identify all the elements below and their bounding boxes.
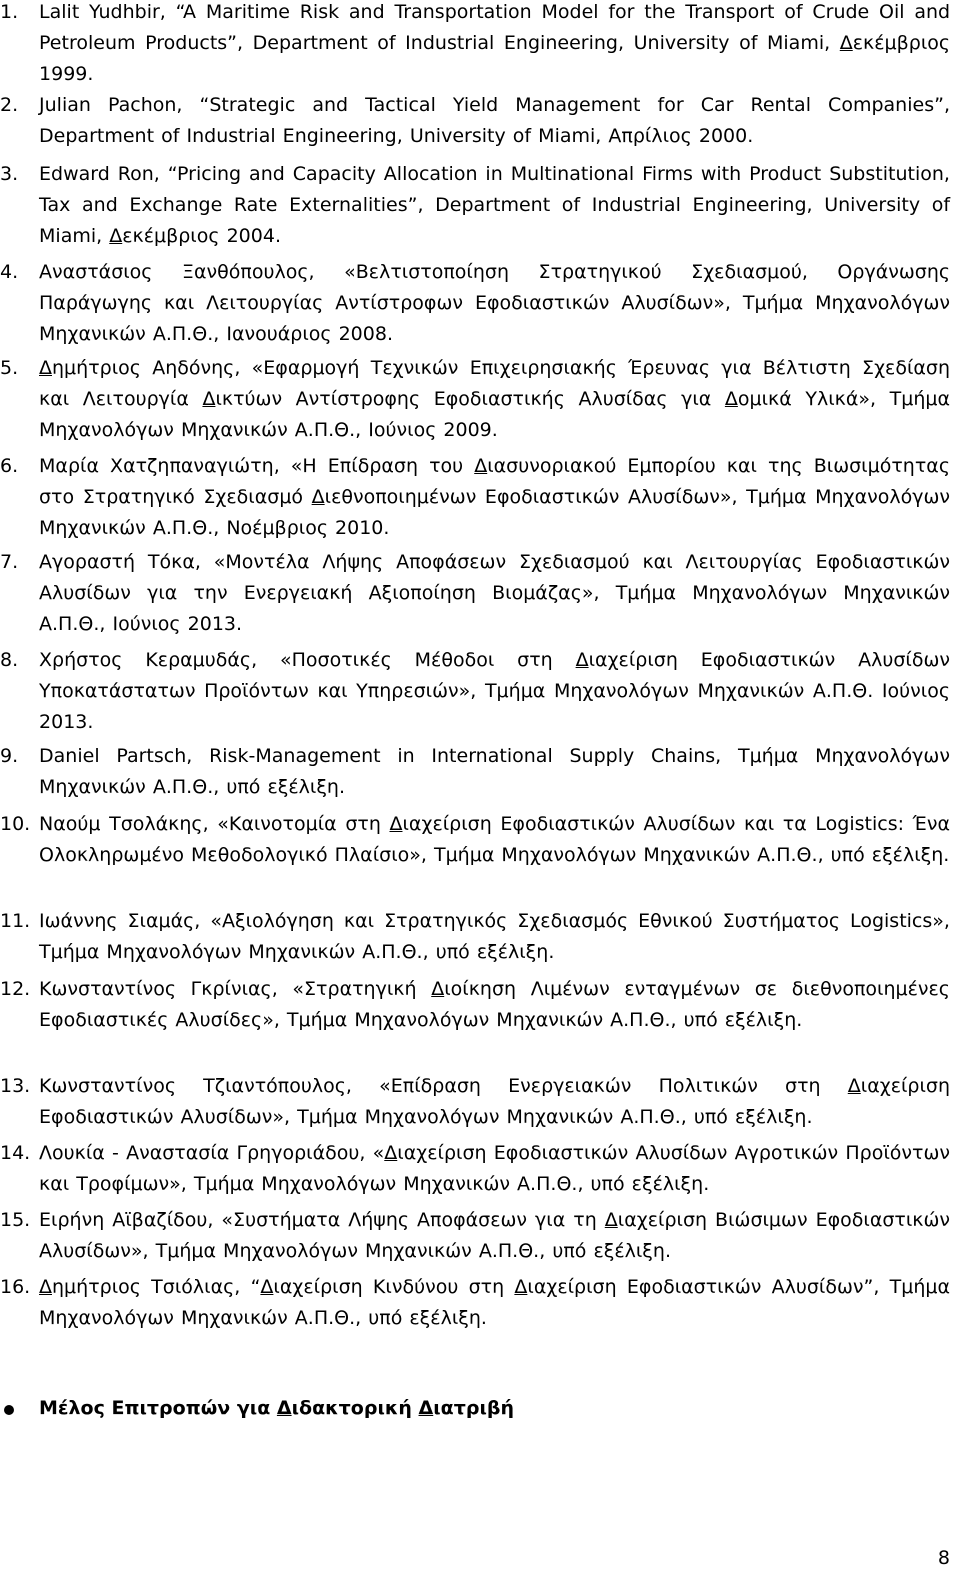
- item-text: Χρήστος Κεραμυδάς, «Ποσοτικές Μέθοδοι στη Διαχείριση Εφοδιαστικών Αλυσίδων Υποκατάστατων Προϊόντων και Υπηρεσιών», Τμήμα Μηχανολόγων Μηχανικών Α.Π.Θ. Ιούνιος 2013.: [39, 649, 951, 734]
- item-text: Δημήτριος Αηδόνης, «Εφαρμογή Τεχνικών Επιχειρησιακής Έρευνας για Βέλτιστη Σχεδίαση και Λειτουργία Δικτύων Αντίστροφης Εφοδιαστικής Αλυσίδας για Δομικά Υλικά», Τμήμα Μηχανολόγων Μηχανικών Α.Π.Θ., Ιούνιος 2009.: [39, 357, 951, 442]
- item-number: 9.: [0, 745, 19, 767]
- item-text: Julian Pachon, “Strategic and Tactical Yield Management for Car Rental Companies”, Department of Industrial Engineering, University of Miami, Απρίλιος 2000.: [39, 94, 950, 148]
- item-number: 13.: [0, 1075, 31, 1097]
- item-text: Κωνσταντίνος Τζιαντόπουλος, «Επίδραση Ενεργειακών Πολιτικών στη Διαχείριση Εφοδιαστικών Αλυσίδων», Τμήμα Μηχανολόγων Μηχανικών Α.Π.Θ., υπό εξέλιξη.: [39, 1075, 951, 1129]
- item-number: 15.: [0, 1209, 31, 1231]
- item-text: Ναούμ Τσολάκης, «Καινοτομία στη Διαχείριση Εφοδιαστικών Αλυσίδων και τα Logistics: Ένα Ολοκληρωμένο Μεθοδολογικό Πλαίσιο», Τμήμα Μηχανολόγων Μηχανικών Α.Π.Θ., υπό εξέλιξη.: [39, 813, 951, 867]
- item-number: 14.: [0, 1142, 31, 1164]
- item-text: Μαρία Χατζηπαναγιώτη, «Η Επίδραση του Διασυνοριακού Εμπορίου και της Βιωσιμότητας στο Στρατηγικό Σχεδιασμό Διεθνοποιημένων Εφοδιαστικών Αλυσίδων», Τμήμα Μηχανολόγων Μηχανικών Α.Π.Θ., Νοέμβριος 2010.: [39, 455, 951, 540]
- section-heading-row: [0, 1393, 960, 1427]
- item-text: Edward Ron, “Pricing and Capacity Allocation in Multinational Firms with Product Substitution, Tax and Exchange Rate Externalities”, Department of Industrial Engineering, University of Miami, Δεκέμβριος 2004.: [39, 163, 951, 248]
- item-text: Δημήτριος Τσιόλιας, “Διαχείριση Κινδύνου στη Διαχείριση Εφοδιαστικών Αλυσίδων”, Τμήμα Μηχανολόγων Μηχανικών Α.Π.Θ., υπό εξέλιξη.: [39, 1276, 951, 1330]
- item-number: 4.: [0, 261, 19, 283]
- item-text: Αγοραστή Τόκα, «Μοντέλα Λήψης Αποφάσεων Σχεδιασμού και Λειτουργίας Εφοδιαστικών Αλυσίδων για την Ενεργειακή Αξιοποίηση Βιομάζας», Τμήμα Μηχανολόγων Μηχανικών Α.Π.Θ., Ιούνιος 2013.: [39, 551, 951, 636]
- item-number: 16.: [0, 1276, 31, 1298]
- section-heading: Μέλος Επιτροπών για Διδακτορική Διατριβή: [39, 1397, 514, 1419]
- item-number: 1.: [0, 1, 19, 23]
- item-number: 3.: [0, 163, 19, 185]
- item-text: Ιωάννης Σιαμάς, «Αξιολόγηση και Στρατηγικός Σχεδιασμός Εθνικού Συστήματος Logistics», Τμήμα Μηχανολόγων Μηχανικών Α.Π.Θ., υπό εξέλιξη.: [39, 910, 950, 964]
- item-number: 5.: [0, 357, 19, 379]
- item-number: 8.: [0, 649, 19, 671]
- item-text: Αναστάσιος Ξανθόπουλος, «Βελτιστοποίηση Στρατηγικού Σχεδιασμού, Οργάνωσης Παράγωγης και Λειτουργίας Αντίστροφων Εφοδιαστικών Αλυσίδων», Τμήμα Μηχανολόγων Μηχανικών Α.Π.Θ., Ιανουάριος 2008.: [39, 261, 951, 346]
- bullet-icon: [4, 1405, 14, 1415]
- page-number: 8: [937, 1547, 950, 1569]
- item-number: 2.: [0, 94, 19, 116]
- item-text: Κωνσταντίνος Γκρίνιας, «Στρατηγική Διοίκηση Λιμένων ενταγμένων σε διεθνοποιημένες Εφοδιαστικές Αλυσίδες», Τμήμα Μηχανολόγων Μηχανικών Α.Π.Θ., υπό εξέλιξη.: [39, 978, 950, 1032]
- item-number: 12.: [0, 978, 31, 1000]
- item-number: 6.: [0, 455, 19, 477]
- item-text: Daniel Partsch, Risk-Management in International Supply Chains, Τμήμα Μηχανολόγων Μηχανικών Α.Π.Θ., υπό εξέλιξη.: [39, 745, 950, 799]
- item-text: Λουκία - Αναστασία Γρηγοριάδου, «Διαχείριση Εφοδιαστικών Αλυσίδων Αγροτικών Προϊόντων και Τροφίμων», Τμήμα Μηχανολόγων Μηχανικών Α.Π.Θ., υπό εξέλιξη.: [39, 1142, 951, 1196]
- item-text: Lalit Yudhbir, “A Maritime Risk and Transportation Model for the Transport of Crude Oil and Petroleum Products”, Department of Industrial Engineering, University of Miami, Δεκέμβριος 1999.: [39, 1, 951, 86]
- item-number: 10.: [0, 813, 31, 835]
- item-number: 7.: [0, 551, 19, 573]
- item-number: 11.: [0, 910, 31, 932]
- item-text: Ειρήνη Αϊβαζίδου, «Συστήματα Λήψης Αποφάσεων για τη Διαχείριση Βιώσιμων Εφοδιαστικών Αλυσίδων», Τμήμα Μηχανολόγων Μηχανικών Α.Π.Θ., υπό εξέλιξη.: [39, 1209, 951, 1263]
